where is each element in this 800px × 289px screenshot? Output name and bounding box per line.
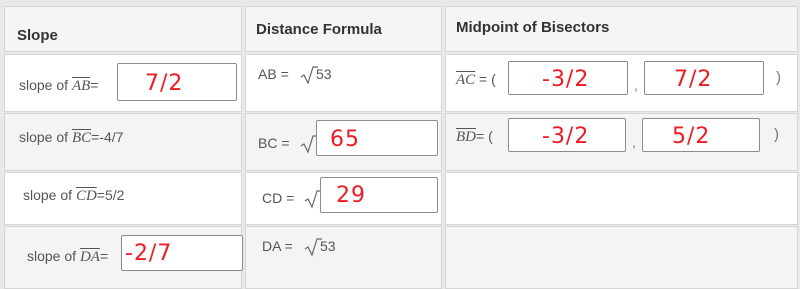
coordinate-comma: , xyxy=(634,77,638,93)
midpoint-ac-x-answer: -3/2 xyxy=(542,67,590,92)
midpoint-open-paren: = ( xyxy=(475,71,496,87)
segment-name: $\overline{CD}$ xyxy=(75,188,97,204)
segment-name: $\overline{AC}$ xyxy=(456,72,476,88)
table-row xyxy=(0,226,800,289)
midpoint-bd-x-answer: -3/2 xyxy=(542,124,590,149)
midpoint-bd-y-answer: 5/2 xyxy=(672,124,711,149)
slope-label-cd xyxy=(23,187,124,205)
distance-bc-answer: 65 xyxy=(330,127,360,152)
slope-cell xyxy=(4,54,242,112)
header-row xyxy=(0,6,800,52)
header-cell-distance xyxy=(245,6,442,52)
midpoint-cell xyxy=(445,113,798,171)
distance-cd-answer: 29 xyxy=(336,183,366,208)
midpoint-cell xyxy=(445,54,798,112)
distance-cell xyxy=(245,226,442,289)
midpoint-open-paren: = ( xyxy=(476,128,493,144)
close-paren: ) xyxy=(776,69,781,86)
column-header-midpoint: Midpoint of Bisectors xyxy=(456,19,610,36)
slope-value: =5/2 xyxy=(96,187,125,203)
distance-cell xyxy=(245,113,442,171)
close-paren: ) xyxy=(774,126,779,143)
slope-label-ab xyxy=(19,77,98,95)
slope-equals: = xyxy=(99,248,109,264)
segment-name: $\overline{AB}$ xyxy=(71,78,91,94)
distance-cell xyxy=(245,54,442,112)
midpoint-ac-y-answer: 7/2 xyxy=(674,67,713,92)
midpoint-label-bd xyxy=(456,128,493,146)
slope-prefix: slope of xyxy=(19,77,72,93)
distance-label-da: DA = xyxy=(262,238,293,254)
slope-value: =-4/7 xyxy=(91,129,124,145)
column-header-distance: Distance Formula xyxy=(256,21,382,38)
header-cell-midpoint xyxy=(445,6,798,52)
midpoint-empty-cell xyxy=(445,226,798,289)
distance-label-ab: AB = xyxy=(258,66,289,82)
slope-cell xyxy=(4,172,242,225)
segment-name: $\overline{DA}$ xyxy=(79,249,100,265)
slope-prefix: slope of xyxy=(27,248,80,264)
slope-equals: = xyxy=(90,77,99,93)
slope-prefix: slope of xyxy=(19,129,72,145)
distance-value-da: 53 xyxy=(320,238,336,254)
distance-label-cd: CD = xyxy=(262,190,295,206)
distance-label-bc: BC = xyxy=(258,135,290,151)
distance-cell xyxy=(245,172,442,225)
table-row xyxy=(0,172,800,225)
midpoint-empty-cell xyxy=(445,172,798,225)
segment-name: $\overline{BD}$ xyxy=(456,129,476,145)
segment-name: $\overline{BC}$ xyxy=(71,130,92,146)
slope-ab-answer: 7/2 xyxy=(145,71,184,96)
midpoint-label-ac xyxy=(456,71,496,89)
slope-label-bc xyxy=(19,129,123,147)
header-cell-slope xyxy=(4,6,242,52)
slope-da-answer: -2/7 xyxy=(125,241,173,266)
slope-cell xyxy=(4,113,242,171)
column-header-slope: Slope xyxy=(17,27,58,44)
table-row xyxy=(0,113,800,171)
table-row xyxy=(0,54,800,112)
slope-label-da xyxy=(27,248,108,266)
slope-prefix: slope of xyxy=(23,187,76,203)
slope-cell xyxy=(4,226,242,289)
coordinate-comma: , xyxy=(632,134,636,150)
distance-value-ab: 53 xyxy=(316,66,332,82)
